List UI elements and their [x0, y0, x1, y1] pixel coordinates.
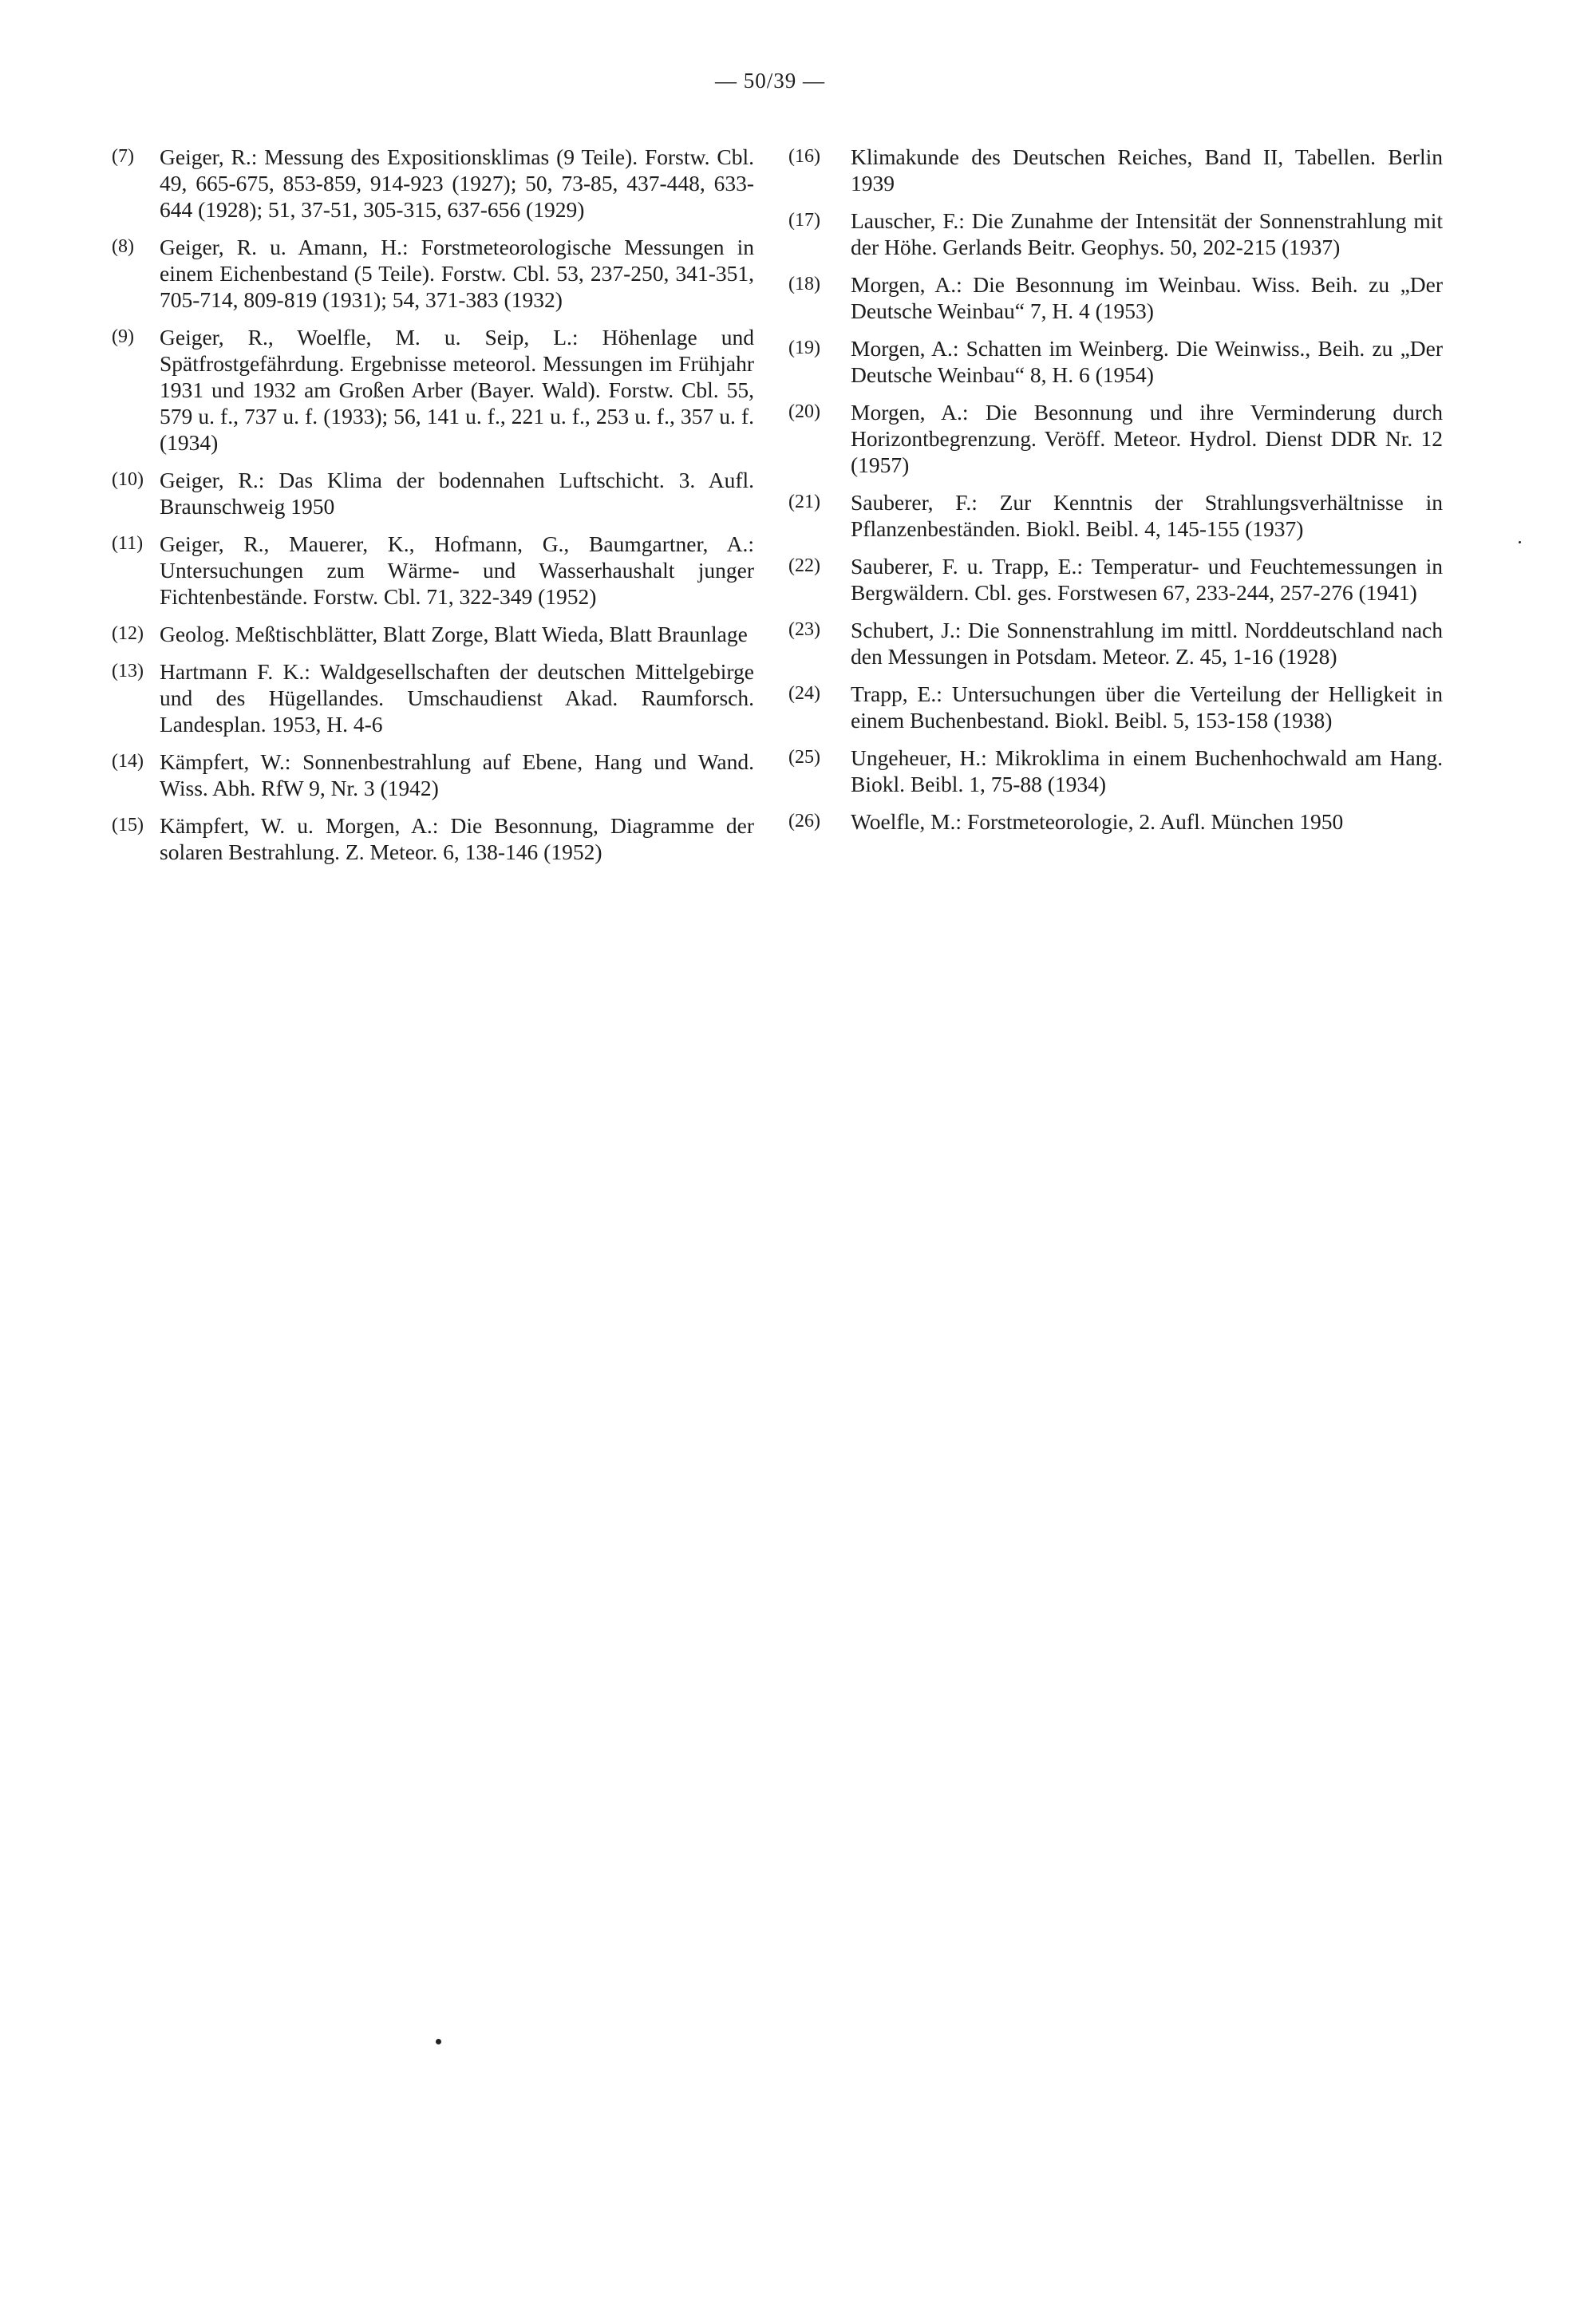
reference-entry [788, 144, 1443, 196]
reference-text: Hartmann F. K.: Waldgesellschaften der deutschen Mittelgebirge und des Hügellandes. Umschaudienst Akad. Raumforsch. Landesplan. 1953, H. 4-6 [160, 659, 754, 737]
reference-text: Geiger, R., Mauerer, K., Hofmann, G., Baumgartner, A.: Untersuchungen zum Wärme- und Wasserhaushalt junger Fichtenbestände. Forstw. Cbl. 71, 322-349 (1952) [160, 531, 754, 609]
reference-number: (13) [112, 661, 144, 681]
reference-number: (21) [788, 492, 820, 512]
reference-number: (17) [788, 210, 820, 231]
reference-text: Lauscher, F.: Die Zunahme der Intensität der Sonnenstrahlung mit der Höhe. Gerlands Beitr. Geophys. 50, 202-215 (1937) [851, 208, 1443, 259]
reference-entry [112, 812, 754, 865]
reference-text: Geolog. Meßtischblätter, Blatt Zorge, Blatt Wieda, Blatt Braunlage [160, 622, 748, 646]
reference-number: (8) [112, 236, 134, 257]
reference-number: (15) [112, 815, 144, 835]
reference-number: (14) [112, 751, 144, 772]
reference-number: (11) [112, 533, 144, 554]
reference-text: Schubert, J.: Die Sonnenstrahlung im mittl. Norddeutschland nach den Messungen in Potsdam. Meteor. Z. 45, 1-16 (1928) [851, 618, 1443, 669]
reference-entry [788, 207, 1443, 260]
reference-number: (20) [788, 401, 820, 422]
reference-number: (23) [788, 619, 820, 640]
references-left-column [112, 144, 754, 876]
scan-speck [436, 2039, 441, 2044]
reference-entry [112, 531, 754, 610]
reference-text: Sauberer, F. u. Trapp, E.: Temperatur- und Feuchtemessungen in Bergwäldern. Cbl. ges. Forstwesen 67, 233-244, 257-276 (1941) [851, 554, 1443, 605]
reference-entry [112, 234, 754, 313]
references-right-column [788, 144, 1443, 846]
reference-text: Trapp, E.: Untersuchungen über die Verteilung der Helligkeit in einem Buchenbestand. Biokl. Beibl. 5, 153-158 (1938) [851, 681, 1443, 733]
reference-text: Sauberer, F.: Zur Kenntnis der Strahlungsverhältnisse in Pflanzenbeständen. Biokl. Beibl. 4, 145-155 (1937) [851, 490, 1443, 541]
reference-number: (22) [788, 555, 820, 576]
reference-entry [112, 324, 754, 456]
reference-number: (19) [788, 338, 820, 358]
reference-text: Woelfle, M.: Forstmeteorologie, 2. Aufl. München 1950 [851, 809, 1344, 834]
reference-number: (26) [788, 811, 820, 832]
reference-entry [788, 808, 1443, 835]
reference-entry [788, 553, 1443, 606]
reference-text: Morgen, A.: Schatten im Weinberg. Die Weinwiss., Beih. zu „Der Deutsche Weinbau“ 8, H. 6 (1954) [851, 336, 1443, 387]
reference-entry [788, 399, 1443, 478]
reference-entry [112, 467, 754, 519]
reference-text: Ungeheuer, H.: Mikroklima in einem Buchenhochwald am Hang. Biokl. Beibl. 1, 75-88 (1934) [851, 745, 1443, 796]
reference-text: Klimakunde des Deutschen Reiches, Band II, Tabellen. Berlin 1939 [851, 144, 1443, 196]
reference-text: Geiger, R.: Messung des Expositionsklimas (9 Teile). Forstw. Cbl. 49, 665-675, 853-859, 914-923 (1927); 50, 73-85, 437-448, 633-644 (1928); 51, 37-51, 305-315, 637-656 (1929) [160, 144, 754, 222]
reference-number: (7) [112, 146, 134, 167]
reference-entry [112, 144, 754, 223]
reference-entry [788, 335, 1443, 388]
reference-number: (25) [788, 747, 820, 768]
reference-entry [112, 621, 754, 647]
reference-entry [788, 271, 1443, 324]
reference-text: Geiger, R. u. Amann, H.: Forstmeteorologische Messungen in einem Eichenbestand (5 Teile). Forstw. Cbl. 53, 237-250, 341-351, 705-714, 809-819 (1931); 54, 371-383 (1932) [160, 235, 754, 312]
reference-text: Geiger, R.: Das Klima der bodennahen Luftschicht. 3. Aufl. Braunschweig 1950 [160, 468, 754, 519]
reference-number: (12) [112, 623, 144, 644]
reference-text: Morgen, A.: Die Besonnung im Weinbau. Wiss. Beih. zu „Der Deutsche Weinbau“ 7, H. 4 (1953) [851, 272, 1443, 323]
reference-entry [788, 617, 1443, 670]
reference-number: (10) [112, 469, 144, 490]
reference-entry [112, 658, 754, 737]
reference-number: (9) [112, 326, 134, 347]
reference-text: Morgen, A.: Die Besonnung und ihre Verminderung durch Horizontbegrenzung. Veröff. Meteor. Hydrol. Dienst DDR Nr. 12 (1957) [851, 400, 1443, 477]
reference-entry [788, 489, 1443, 542]
reference-entry [788, 745, 1443, 797]
scan-speck [1519, 541, 1521, 543]
reference-text: Geiger, R., Woelfle, M. u. Seip, L.: Höhenlage und Spätfrostgefährdung. Ergebnisse meteorol. Messungen im Frühjahr 1931 und 1932 am Großen Arber (Bayer. Wald). Forstw. Cbl. 55, 579 u. f., 737 u. f. (1933); 56, 141 u. f., 221 u. f., 253 u. f., 357 u. f. (1934) [160, 325, 754, 455]
reference-entry [112, 749, 754, 801]
reference-number: (18) [788, 274, 820, 294]
reference-number: (16) [788, 146, 820, 167]
reference-text: Kämpfert, W.: Sonnenbestrahlung auf Ebene, Hang und Wand. Wiss. Abh. RfW 9, Nr. 3 (1942) [160, 749, 754, 800]
reference-entry [788, 681, 1443, 733]
page-number: — 50/39 — [714, 69, 825, 93]
reference-text: Kämpfert, W. u. Morgen, A.: Die Besonnung, Diagramme der solaren Bestrahlung. Z. Meteor. 6, 138-146 (1952) [160, 813, 754, 864]
reference-number: (24) [788, 683, 820, 704]
